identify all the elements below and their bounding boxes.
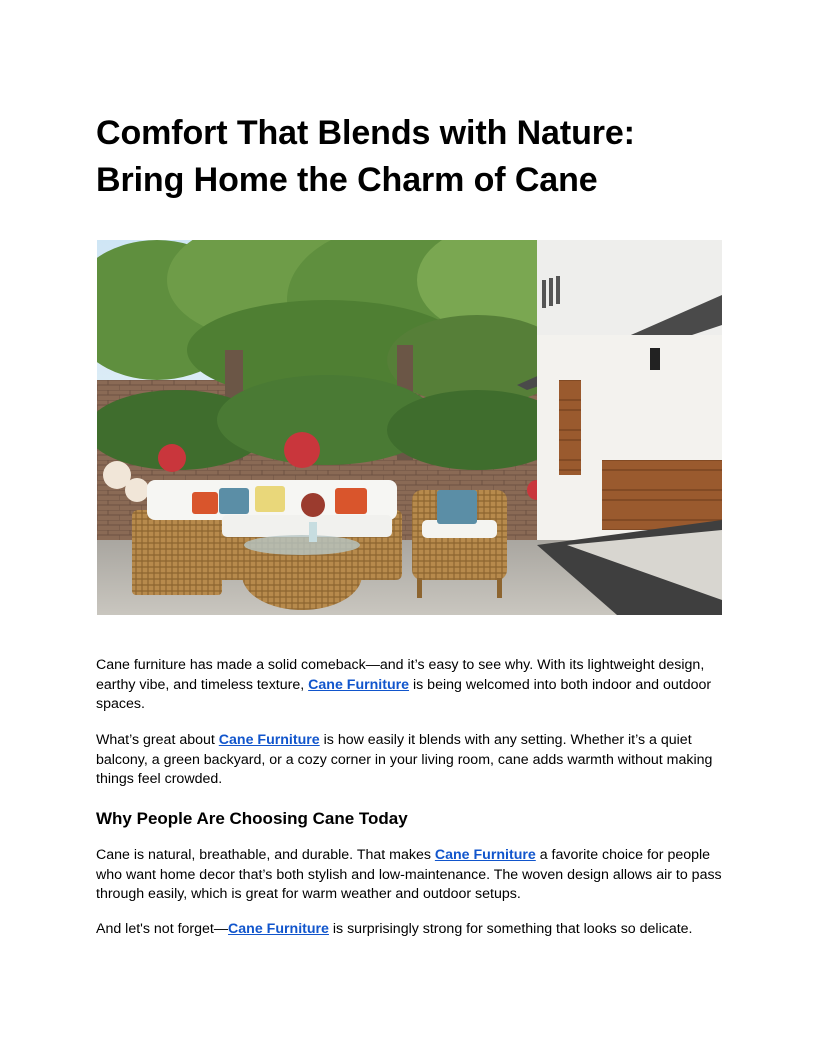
hero-image-patio-cane-sofa — [97, 240, 722, 615]
cane-furniture-link-3[interactable]: Cane Furniture — [434, 847, 536, 863]
paragraph-2: What’s great about Cane Furniture is how easily it blends with any setting. Whether it’s a quiet balcony, a green backyard, or a cozy corner in your living room, cane adds warmth without making things feel crowded. — [96, 732, 713, 787]
paragraph-1: Cane furniture has made a solid comeback—and it’s easy to see why. With its lightweight design, earthy vibe, and timeless texture, Cane Furniture is being welcomed into both indoor and outdoor spaces. — [96, 657, 712, 712]
article-title — [96, 110, 736, 204]
section-heading: Why People Are Choosing Cane Today — [96, 809, 408, 828]
title-line-2: Bring Home the Charm of Cane — [96, 161, 598, 199]
cane-furniture-link-2[interactable]: Cane Furniture — [218, 732, 320, 748]
cane-furniture-link-4[interactable]: Cane Furniture — [228, 921, 329, 937]
title-line-1: Comfort That Blends with Nature: — [96, 114, 635, 152]
paragraph-4: And let's not forget—Cane Furniture is surprisingly strong for something that looks so delicate. — [96, 921, 693, 937]
paragraph-3: Cane is natural, breathable, and durable. That makes Cane Furniture a favorite choice for people who want home decor that’s both stylish and low-maintenance. The woven design allows air to pass through easily, which is great for warm weather and outdoor setups. — [96, 847, 722, 902]
cane-furniture-link-1[interactable]: Cane Furniture — [308, 676, 410, 693]
